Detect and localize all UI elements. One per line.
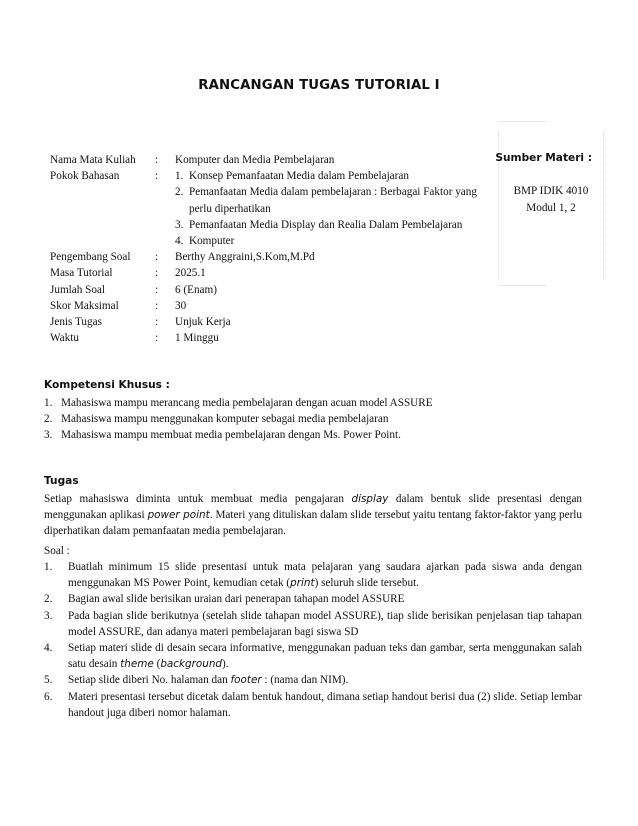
info-colon: : (155, 267, 159, 280)
info-colon: : (155, 332, 159, 345)
course-info-table (50, 152, 485, 346)
list-item (175, 217, 485, 233)
list-item (44, 427, 590, 443)
emphasis-text: display (351, 493, 389, 505)
list-text: Setiap materi slide di desain secara informative, menggunakan paduan teks dan gambar, serta menggunakan salah satu desain (68, 642, 582, 671)
info-label: Pengembang Soal (50, 251, 131, 264)
list-number: 2. (44, 413, 53, 426)
list-item (44, 640, 582, 672)
list-number: 4. (44, 642, 53, 655)
sumber-materi-ref: BMP IDIK 4010 (513, 185, 589, 197)
paragraph-text: Setiap mahasiswa diminta untuk membuat media pengajaran (44, 493, 352, 505)
info-value: 2025.1 (175, 267, 206, 280)
info-colon: : (155, 154, 159, 166)
list-text: Pada bagian slide berikutnya (setelah slide tahapan model ASSURE), tiap slide berisikan penjelasan tiap tahapan model ASSURE, dan adanya materi pembelajaran bagi siswa SD (68, 609, 582, 638)
divider (499, 285, 547, 286)
list-text: Mahasiswa mampu membuat media pembelajaran dengan Ms. Power Point. (61, 429, 401, 442)
info-row-waktu (50, 330, 485, 346)
info-colon: : (155, 251, 159, 264)
list-text: ). (222, 658, 229, 671)
info-label: Masa Tutorial (50, 267, 113, 280)
list-number: 5. (44, 674, 53, 687)
list-text: Mahasiswa mampu merancang media pembelajaran dengan acuan model ASSURE (61, 397, 433, 409)
list-number: 1. (44, 561, 53, 573)
info-colon: : (155, 283, 159, 296)
emphasis-text: power point (147, 509, 210, 522)
sumber-materi-heading: Sumber Materi : (495, 152, 592, 164)
list-item (175, 168, 485, 184)
list-number: 3. (44, 609, 53, 622)
info-value: 1 Minggu (175, 332, 219, 345)
info-label: Jumlah Soal (50, 283, 106, 296)
info-label: Nama Mata Kuliah (50, 154, 136, 166)
list-text: Materi presentasi tersebut dicetak dalam bentuk handout, dimana setiap handout berisi dua (2) slide. Setiap lembar handout juga diberi nomor halaman. (68, 690, 582, 719)
info-value: Komputer dan Media Pembelajaran (175, 154, 335, 166)
list-number: 1. (44, 397, 53, 409)
tugas-intro-paragraph (44, 491, 582, 540)
list-number: 2. (175, 186, 184, 199)
info-row-masa-tutorial (50, 265, 485, 281)
list-number: 2. (44, 593, 53, 606)
soal-label: Soal : (44, 545, 70, 557)
list-number: 3. (175, 218, 184, 231)
tugas-list (44, 559, 582, 721)
list-text: Buatlah minimum 15 slide presentasi untuk mata pelajaran yang saudara ajarkan pada siswa anda dengan menggunakan MS Power Point, kemudian cetak ( (68, 561, 582, 590)
info-row-mata-kuliah (50, 152, 485, 168)
list-text: Setiap slide diberi No. halaman dan (68, 674, 231, 687)
info-row-jumlah-soal (50, 282, 485, 298)
info-row-skor (50, 298, 485, 314)
info-row-pokok-bahasan (50, 168, 485, 249)
divider (499, 121, 547, 122)
list-text: ) seluruh slide tersebut. (314, 577, 419, 590)
list-text: Komputer (189, 235, 235, 248)
info-colon: : (155, 299, 159, 312)
emphasis-text: print (290, 577, 315, 590)
emphasis-text: background (160, 658, 222, 671)
info-value: Berthy Anggraini,S.Kom,M.Pd (175, 251, 315, 264)
list-item (44, 559, 582, 591)
info-value: Unjuk Kerja (175, 316, 231, 329)
paragraph-text: . Materi yang dituliskan dalam slide tersebut yaitu tentang faktor-faktor yang perlu diperhatikan dalam pemanfaatan media pembelajaran. (44, 509, 582, 538)
info-label: Skor Maksimal (50, 299, 119, 312)
info-label: Pokok Bahasan (50, 170, 120, 183)
info-colon: : (155, 316, 159, 329)
info-label: Waktu (50, 332, 79, 345)
list-text: Mahasiswa mampu menggunakan komputer sebagai media pembelajaran (61, 413, 389, 426)
list-item (44, 608, 582, 640)
info-value: 30 (175, 299, 187, 312)
list-text: Pemanfaatan Media dalam pembelajaran : Berbagai Faktor yang perlu diperhatikan (189, 186, 477, 215)
info-colon: : (155, 170, 159, 183)
list-number: 4. (175, 235, 184, 248)
document-title: RANCANGAN TUGAS TUTORIAL I (198, 78, 440, 93)
pokok-bahasan-list (175, 168, 485, 249)
kompetensi-heading: Kompetensi Khusus : (44, 379, 170, 391)
list-item (175, 184, 485, 216)
list-number: 6. (44, 690, 53, 703)
list-item (44, 672, 582, 688)
info-row-pengembang (50, 249, 485, 265)
tugas-heading: Tugas (44, 475, 79, 487)
list-text: Bagian awal slide berisikan uraian dari penerapan tahapan model ASSURE (68, 593, 405, 606)
list-text: ( (153, 658, 161, 671)
kompetensi-list (44, 395, 590, 444)
emphasis-text: theme (120, 658, 154, 671)
info-value: 6 (Enam) (175, 283, 217, 296)
info-label: Jenis Tugas (50, 316, 102, 329)
list-item (44, 411, 590, 427)
list-item (175, 233, 485, 249)
list-text: : (nama dan NIM). (261, 674, 349, 687)
sumber-materi-box (495, 118, 604, 286)
list-text: Konsep Pemanfaatan Media dalam Pembelajaran (189, 170, 409, 183)
list-number: 3. (44, 429, 53, 442)
list-item (44, 395, 590, 411)
list-text: Pemanfaatan Media Display dan Realia Dalam Pembelajaran (189, 218, 463, 231)
list-item (44, 591, 582, 607)
info-row-jenis-tugas (50, 314, 485, 330)
list-item (44, 689, 582, 721)
list-number: 1. (175, 170, 184, 183)
sumber-materi-module: Modul 1, 2 (526, 202, 576, 214)
emphasis-text: footer (230, 674, 262, 687)
paragraph-text: dalam bentuk slide presentasi dengan menggunakan aplikasi (44, 493, 582, 522)
